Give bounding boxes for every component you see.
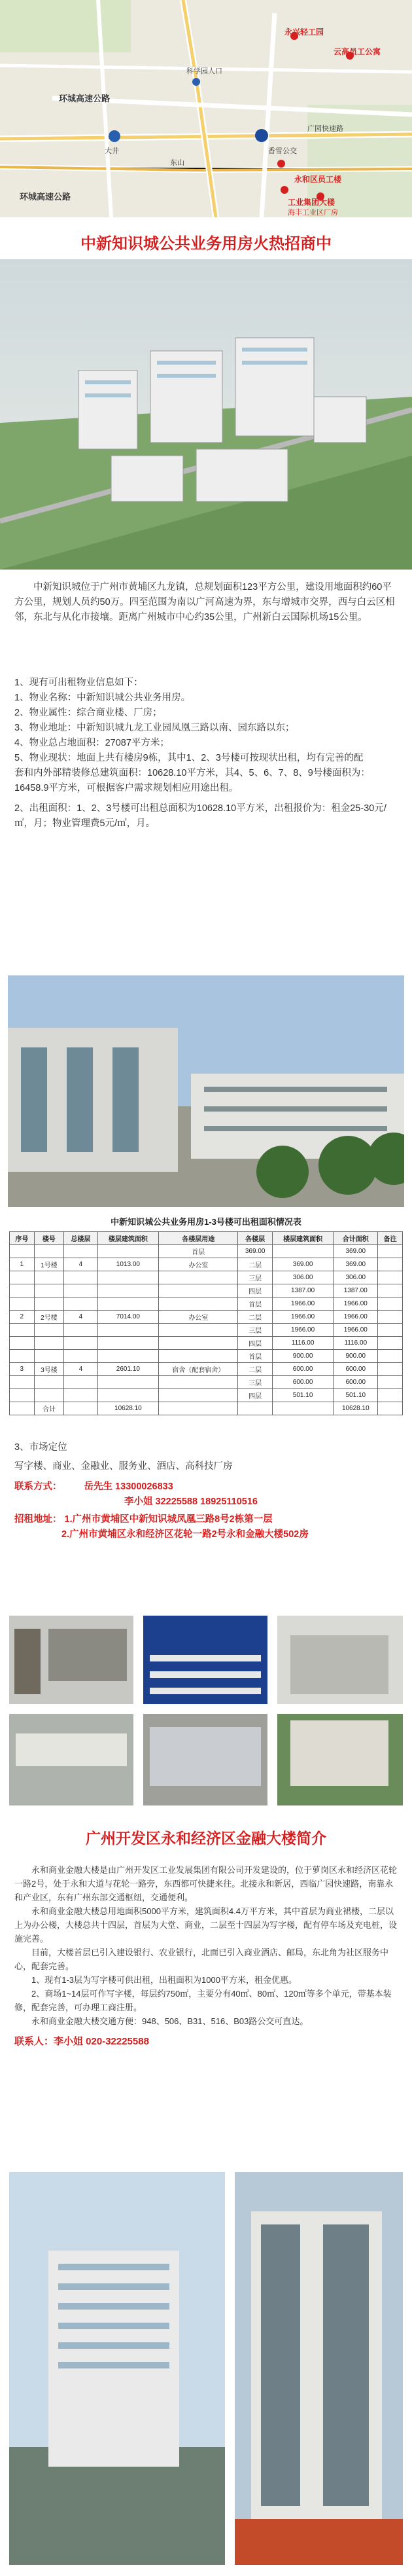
table-cell: 501.10: [272, 1389, 333, 1402]
table-cell: [97, 1245, 158, 1258]
table-cell: [34, 1376, 63, 1389]
table-cell: [64, 1337, 98, 1350]
table-cell: 2: [10, 1311, 35, 1324]
table-cell: 306.00: [334, 1271, 378, 1284]
page-title: 中新知识城公共业务用房火热招商中: [80, 236, 332, 253]
table-cell: 二层: [238, 1363, 272, 1376]
table-cell: [64, 1245, 98, 1258]
table-cell: 600.00: [334, 1363, 378, 1376]
section-1-heading: 1、现有可出租物业信息如下：: [14, 678, 143, 688]
contact-person-2: 李小姐 32225588 18925110516: [124, 1497, 258, 1507]
table-cell: [10, 1284, 35, 1297]
table-cell: 2601.10: [97, 1363, 158, 1376]
table-cell: 900.00: [334, 1350, 378, 1363]
table-cell: 1116.00: [272, 1337, 333, 1350]
rental-table-section: [9, 1215, 403, 1431]
table-cell: [10, 1245, 35, 1258]
section-4-p2: 永和商业金融大楼总用地面积5000平方米，建筑面积4.4万平方米，其中首层为商业裙楼，二层以上为办公楼，大楼总共十四层，首层为大堂、商业，二层至十四层为写字楼，配有停车场及充电桩，设施完善。: [14, 1906, 398, 1944]
map-label-dongshan: 东山: [170, 159, 184, 167]
table-cell: 3号楼: [34, 1363, 63, 1376]
map-label-guangzhou-line: 广园快速路: [307, 125, 343, 133]
table-cell: [378, 1284, 403, 1297]
section-1-item-1: 1、物业名称：中新知识城公共业务用房。: [14, 693, 191, 703]
financial-building-renders: [9, 2172, 403, 2565]
rental-table: [9, 1231, 403, 1415]
table-cell: [34, 1297, 63, 1311]
section-4-title: 广州开发区永和经济区金融大楼简介: [86, 1830, 326, 1847]
table-cell: [159, 1324, 238, 1337]
contact-label: 联系方式：: [14, 1481, 62, 1492]
section-4-body: [14, 1863, 398, 2151]
section-4-p4: 1、现有1-3层为写字楼可供出租，出租面积为1000平方米，租金优惠。: [31, 1975, 297, 1985]
table-cell: 1966.00: [272, 1324, 333, 1337]
table-cell: 办公室: [159, 1311, 238, 1324]
section-1-item-4: 4、物业总占地面积：27087平方米；: [14, 738, 169, 748]
map-label-dajiu: 大井: [105, 147, 119, 155]
table-cell: [378, 1337, 403, 1350]
section-1-item-5: 5、物业现状：地面上共有楼房9栋，其中1、2、3号楼可按现状出租，均有完善的配套和内外部精装修总建筑面积：10628.10平方米，其4、5、6、7、8、9号楼面积为：16458.9平方米，可根据客户需求规划相应用途出租。: [14, 753, 370, 793]
table-cell: 369.00: [334, 1258, 378, 1271]
table-cell: [378, 1271, 403, 1284]
section-4-contact: 联系人：李小姐 020-32225588: [14, 2036, 149, 2047]
contact-person-1: 岳先生 13300026833: [84, 1481, 173, 1492]
table-cell: 600.00: [272, 1363, 333, 1376]
table-cell: [10, 1297, 35, 1311]
table-cell: [378, 1402, 403, 1415]
table-row: [10, 1350, 403, 1363]
section-1-rent: 2、出租面积：1、2、3号楼可出租总面积为10628.10平方米，出租报价为：租金25-30元/㎡，月；物业管理费5元/㎡，月。: [14, 803, 386, 829]
table-cell: 首层: [238, 1350, 272, 1363]
table-cell: [34, 1324, 63, 1337]
table-cell: [10, 1271, 35, 1284]
table-cell: 合计: [34, 1402, 63, 1415]
table-cell: 宿舍（配套宿舍）: [159, 1363, 238, 1376]
interior-photo-grid: [9, 1616, 403, 1805]
table-cell: [97, 1350, 158, 1363]
table-cell: 三层: [238, 1324, 272, 1337]
table-row: [10, 1258, 403, 1271]
address-1: 1.广州市黄埔区中新知识城凤凰三路8号2栋第一层: [64, 1514, 273, 1525]
table-cell: [97, 1389, 158, 1402]
table-header-cell: 楼层建筑面积: [272, 1232, 333, 1245]
table-cell: 900.00: [272, 1350, 333, 1363]
intro-text: 中新知识城位于广州市黄埔区九龙镇，总规划面积123平方公里，建设用地面积约60平方公里，规划人员约50万。四至范围为南以广河高速为界，东与增城市交界，西与白云区相邻，东北与从化市接壤。距离广州城市中心约35公里，广州新白云国际机场15公里。: [14, 582, 395, 623]
table-header-cell: 楼层建筑面积: [97, 1232, 158, 1245]
table-cell: 1387.00: [334, 1284, 378, 1297]
table-cell: [97, 1297, 158, 1311]
address-label: 招租地址：: [14, 1514, 62, 1525]
table-cell: [97, 1271, 158, 1284]
table-cell: 三层: [238, 1376, 272, 1389]
table-row: [10, 1297, 403, 1311]
table-cell: [64, 1389, 98, 1402]
map-label-yonghe: 永和区员工楼: [294, 175, 342, 184]
table-cell: [97, 1284, 158, 1297]
table-cell: [272, 1402, 333, 1415]
table-cell: [64, 1402, 98, 1415]
map-graphic: [0, 0, 412, 217]
intro-paragraph: [14, 580, 398, 673]
table-cell: [159, 1389, 238, 1402]
map-label-yongxing: 永兴轻工园: [284, 27, 324, 37]
table-row: [10, 1376, 403, 1389]
map-label-yungao: 云高员工公寓: [334, 47, 381, 56]
table-cell: 306.00: [272, 1271, 333, 1284]
table-cell: 600.00: [272, 1376, 333, 1389]
table-cell: [159, 1284, 238, 1297]
table-cell: [159, 1337, 238, 1350]
map-label-ring-highway-2: 环城高速公路: [20, 192, 71, 202]
table-cell: 1: [10, 1258, 35, 1271]
table-row: [10, 1363, 403, 1376]
table-cell: 首层: [159, 1245, 238, 1258]
table-cell: [34, 1271, 63, 1284]
section-4-p3: 目前，大楼首层已引入建设银行、农业银行，北面已引入商业酒店、邮局，东北角为社区服务中心，配套完善。: [14, 1948, 389, 1971]
table-row: [10, 1271, 403, 1284]
map-label-xiangxue: 香雪公交: [268, 147, 297, 155]
table-cell: 二层: [238, 1258, 272, 1271]
location-map: [0, 0, 412, 217]
table-row: [10, 1245, 403, 1258]
table-header-cell: 各楼层用途: [159, 1232, 238, 1245]
table-cell: [159, 1402, 238, 1415]
table-header-cell: 序号: [10, 1232, 35, 1245]
table-cell: 办公室: [159, 1258, 238, 1271]
table-cell: 1966.00: [334, 1324, 378, 1337]
table-cell: 1966.00: [334, 1297, 378, 1311]
table-header-row: [10, 1232, 403, 1245]
map-label-kechuang: 科学园人口: [186, 67, 222, 75]
table-cell: 1013.00: [97, 1258, 158, 1271]
map-label-ring-highway-1: 环城高速公路: [59, 94, 111, 103]
table-cell: [34, 1284, 63, 1297]
table-cell: [34, 1350, 63, 1363]
table-row: [10, 1337, 403, 1350]
table-cell: 369.00: [272, 1258, 333, 1271]
table-header-cell: 楼号: [34, 1232, 63, 1245]
section-4-p1: 永和商业金融大楼是由广州开发区工业发展集团有限公司开发建设的，位于萝岗区永和经济区花轮一路2号，处于永和大道与花轮一路旁，东西都可快捷来往。北接永和新居，西临广园快速路，南靠永和产业区，东有广州东部交通枢纽，交通便利。: [14, 1865, 398, 1902]
table-cell: [378, 1311, 403, 1324]
table-header-cell: 备注: [378, 1232, 403, 1245]
table-row: [10, 1324, 403, 1337]
table-cell: 1966.00: [334, 1311, 378, 1324]
table-cell: 10628.10: [97, 1402, 158, 1415]
table-cell: 369.00: [238, 1245, 272, 1258]
section-1: [14, 676, 398, 971]
table-cell: [378, 1350, 403, 1363]
map-label-huangpu: 海丰工业区厂房: [288, 209, 338, 217]
table-cell: 1116.00: [334, 1337, 378, 1350]
table-cell: [64, 1271, 98, 1284]
table-cell: [378, 1297, 403, 1311]
section-4-p6: 永和商业金融大楼交通方便：948、506、B31、516、B03路公交可直达。: [31, 2016, 309, 2026]
table-cell: 4: [64, 1258, 98, 1271]
table-body: [10, 1245, 403, 1415]
aerial-render-image: [0, 259, 412, 570]
table-cell: 600.00: [334, 1376, 378, 1389]
table-cell: [10, 1324, 35, 1337]
table-cell: 1387.00: [272, 1284, 333, 1297]
table-cell: [97, 1376, 158, 1389]
table-cell: 4: [64, 1311, 98, 1324]
table-cell: 四层: [238, 1389, 272, 1402]
table-cell: 2号楼: [34, 1311, 63, 1324]
market-position: 写字楼、商业、金融业、服务业、酒店、高科技厂房: [14, 1461, 233, 1472]
table-cell: [10, 1376, 35, 1389]
table-row: [10, 1389, 403, 1402]
table-cell: [64, 1324, 98, 1337]
table-cell: 首层: [238, 1297, 272, 1311]
table-cell: [34, 1337, 63, 1350]
building-photo: [8, 975, 404, 1207]
map-label-gongye: 工业集团大楼: [288, 198, 335, 207]
table-cell: [159, 1376, 238, 1389]
table-row: [10, 1311, 403, 1324]
table-cell: [378, 1258, 403, 1271]
table-header-cell: 各楼层: [238, 1232, 272, 1245]
table-cell: [238, 1402, 272, 1415]
table-cell: [159, 1297, 238, 1311]
table-cell: [10, 1402, 35, 1415]
table-cell: 二层: [238, 1311, 272, 1324]
table-row: [10, 1402, 403, 1415]
table-cell: [159, 1271, 238, 1284]
table-title: 中新知识城公共业务用房1-3号楼可出租面积情况表: [111, 1217, 301, 1227]
table-cell: 四层: [238, 1337, 272, 1350]
table-cell: [378, 1324, 403, 1337]
address-line-1: [14, 1512, 398, 1527]
table-cell: 7014.00: [97, 1311, 158, 1324]
address-2: 2.广州市黄埔区永和经济区花轮一路2号永和金融大楼502房: [61, 1529, 309, 1540]
table-row: [10, 1284, 403, 1297]
table-cell: 三层: [238, 1271, 272, 1284]
section-1-item-3: 3、物业地址：中新知识城九龙工业园凤凰三路以南、园东路以东；: [14, 723, 295, 733]
table-cell: 369.00: [334, 1245, 378, 1258]
table-cell: [64, 1297, 98, 1311]
table-cell: 1966.00: [272, 1297, 333, 1311]
table-cell: 3: [10, 1363, 35, 1376]
table-header-cell: 总楼层: [64, 1232, 98, 1245]
table-header-cell: 合计面积: [334, 1232, 378, 1245]
table-cell: [378, 1389, 403, 1402]
section-3: [14, 1440, 398, 1597]
section-3-heading: 3、市场定位: [14, 1442, 67, 1453]
table-cell: [10, 1337, 35, 1350]
table-cell: [97, 1337, 158, 1350]
table-cell: [378, 1245, 403, 1258]
table-cell: 10628.10: [334, 1402, 378, 1415]
table-cell: [10, 1350, 35, 1363]
table-cell: 1号楼: [34, 1258, 63, 1271]
table-cell: 4: [64, 1363, 98, 1376]
table-cell: 501.10: [334, 1389, 378, 1402]
table-cell: [34, 1389, 63, 1402]
table-cell: 四层: [238, 1284, 272, 1297]
section-1-item-2: 2、物业属性：综合商业楼、厂房；: [14, 708, 162, 718]
table-cell: [378, 1363, 403, 1376]
table-cell: [272, 1245, 333, 1258]
table-cell: [378, 1376, 403, 1389]
table-cell: [64, 1284, 98, 1297]
table-cell: [97, 1324, 158, 1337]
table-cell: [64, 1350, 98, 1363]
table-cell: [34, 1245, 63, 1258]
contact-line-1: [14, 1479, 398, 1495]
table-cell: 1966.00: [272, 1311, 333, 1324]
table-cell: [64, 1376, 98, 1389]
table-cell: [159, 1350, 238, 1363]
table-cell: [10, 1389, 35, 1402]
section-4-p5: 2、商场1~14层可作写字楼，每层约750㎡，主要分有40㎡、80㎡、120㎡等多个单元，带基本装修，配套完善，可办理工商注册。: [14, 1989, 392, 2012]
